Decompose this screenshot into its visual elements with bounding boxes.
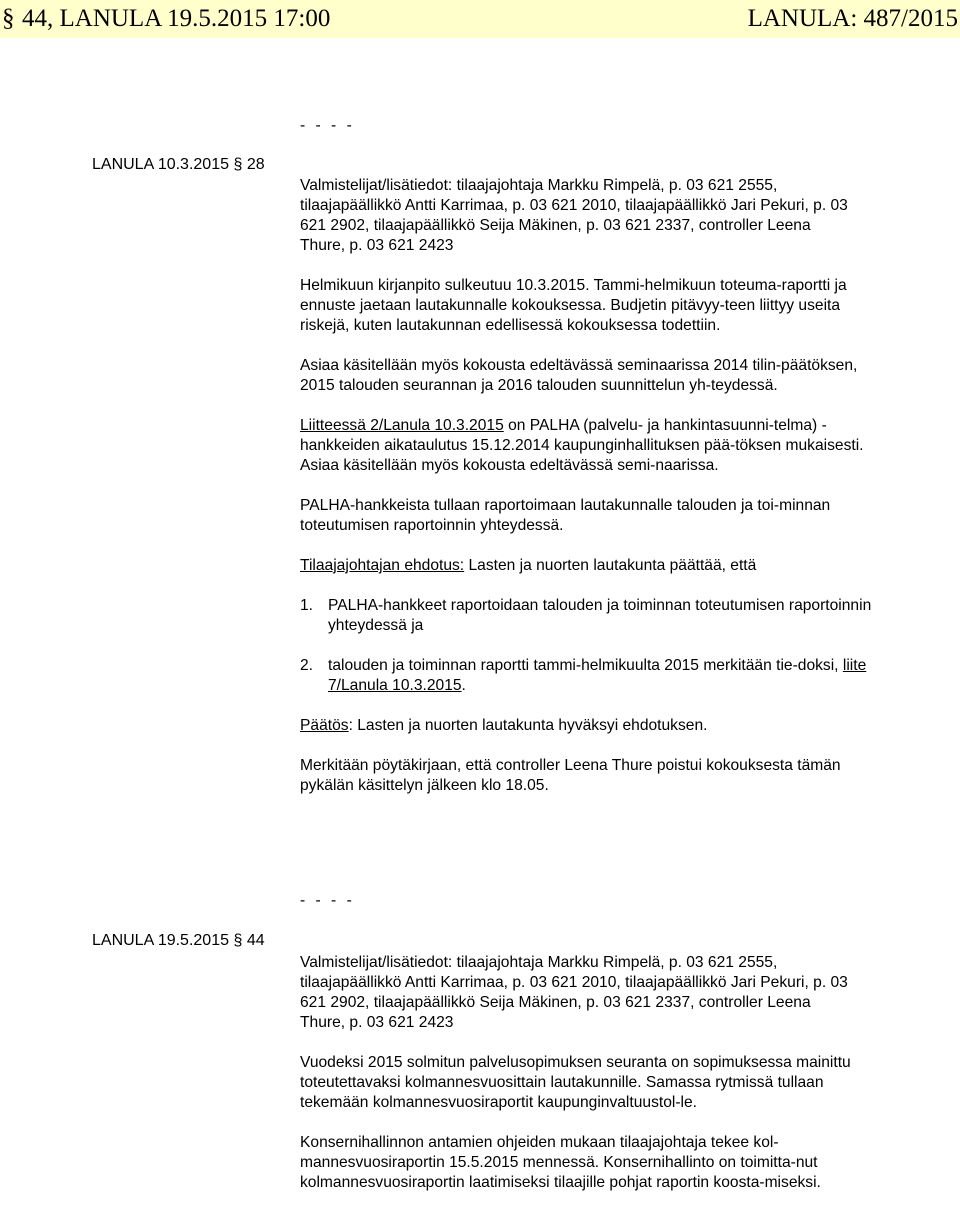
separator: - - - - [300,892,355,909]
note-paragraph: Merkitään pöytäkirjaan, että controller Leena Thure poistui kokouksesta tämän pykälän käsittelyn jälkeen klo 18.05. [300,757,841,794]
attachment-link[interactable]: Liitteessä 2/Lanula 10.3.2015 [300,417,504,434]
list-number: 1. [300,597,314,614]
preparers-paragraph: Valmistelijat/lisätiedot: tilaajajohtaja Markku Rimpelä, p. 03 621 2555, tilaajapäällikkö Antti Karrimaa, p. 03 621 2010, tilaajapäällikkö Jari Pekuri, p. 03 621 2902, tilaajapäällikkö Seija Mäkinen, p. 03 621 2337, controller Leena Thure, p. 03 621 2423 [300,177,848,254]
item-number: 28 [246,156,265,173]
proposal-paragraph [300,556,872,576]
list-text: talouden ja toiminnan raportti tammi-helmikuulta 2015 merkitään tie-doksi, [328,657,843,674]
header-meeting-ref: 44, LANULA 19.5.2015 17:00 [22,5,331,32]
item-number: 44 [246,932,265,949]
item-28-body [300,176,872,796]
header-document-ref: LANULA: 487/2015 [747,5,958,32]
separator: - - - - [300,117,355,134]
list-item [300,656,872,696]
paragraph: Asiaa käsitellään myös kokousta edeltävässä seminaarissa 2014 tilin-päätöksen, 2015 talouden seurannan ja 2016 talouden suunnittelun yh-teydessä. [300,357,858,394]
paragraph: Helmikuun kirjanpito sulkeutuu 10.3.2015. Tammi-helmikuun toteuma-raportti ja ennuste jaetaan lautakunnalle kokouksessa. Budjetin pitävyy-teen liittyy useita riskejä, kuten lautakunnan edellisessä kokouksessa todettiin. [300,277,847,334]
attachment-link[interactable]: liite 7/Lanula 10.3.2015 [328,657,867,694]
decision-text: : Lasten ja nuorten lautakunta hyväksyi ehdotuksen. [348,717,708,734]
item-ref-date: LANULA 19.5.2015 [92,932,229,949]
section-symbol: § [233,932,243,949]
list-text: PALHA-hankkeet raportoidaan talouden ja toiminnan toteutumisen raportoinnin yhteydessä ja [328,597,872,634]
paragraph-text: on PALHA (palvelu- ja hankintasuunni-telma) -hankkeiden aikataulutus 15.12.2014 kaupunginhallituksen pää-töksen mukaisesti. Asiaa käsitellään myös kokousta edeltävässä semi-naarissa. [300,417,864,474]
section-symbol: § [2,5,15,32]
decision-paragraph [300,716,872,736]
decision-label: Päätös [300,717,349,734]
proposal-text: Lasten ja nuorten lautakunta päättää, että [464,557,757,574]
list-text-tail: . [461,677,466,694]
list-item [300,596,872,636]
item-ref-date: LANULA 10.3.2015 [92,156,229,173]
list-number: 2. [300,657,314,674]
paragraph [300,416,872,476]
paragraph: Konsernihallinnon antamien ohjeiden mukaan tilaajajohtaja tekee kol-mannesvuosiraportin 15.5.2015 mennessä. Konsernihallinto on toimitta-nut kolmannesvuosiraportin laatimiseksi tilaajille pohjat raportin koosta-miseksi. [300,1134,821,1191]
page-header [0,0,960,38]
paragraph: Vuodeksi 2015 solmitun palvelusopimuksen seuranta on sopimuksessa mainittu toteutettavaksi kolmannesvuosittain lautakunnille. Samassa rytmissä tullaan tekemään kolmannesvuosiraportit kaupunginvaltuustol-le. [300,1054,851,1111]
item-44-body [300,953,872,1193]
item-ref-44 [92,931,265,951]
proposal-label: Tilaajajohtajan ehdotus: [300,557,465,574]
section-symbol: § [233,156,243,173]
paragraph: PALHA-hankkeista tullaan raportoimaan lautakunnalle talouden ja toi-minnan toteutumisen raportoinnin yhteydessä. [300,497,831,534]
item-ref-28 [92,155,265,175]
preparers-paragraph: Valmistelijat/lisätiedot: tilaajajohtaja Markku Rimpelä, p. 03 621 2555, tilaajapäällikkö Antti Karrimaa, p. 03 621 2010, tilaajapäällikkö Jari Pekuri, p. 03 621 2902, tilaajapäällikkö Seija Mäkinen, p. 03 621 2337, controller Leena Thure, p. 03 621 2423 [300,954,848,1031]
